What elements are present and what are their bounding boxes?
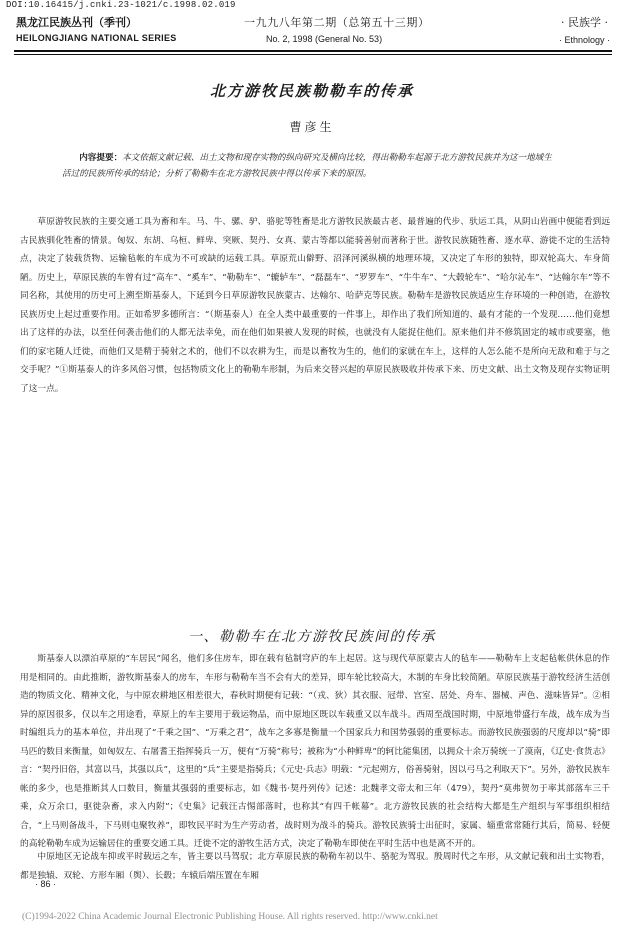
issue-en: No. 2, 1998 (General No. 53) xyxy=(266,34,383,44)
article-title: 北方游牧民族勒勒车的传承 xyxy=(209,82,414,100)
section-heading: 一、勒勒车在北方游牧民族间的传承 xyxy=(188,629,436,645)
section-en: · Ethnology · xyxy=(558,35,610,45)
issue-cn: 一九九八年第二期（总第五十三期） xyxy=(244,16,430,29)
intro-block xyxy=(20,213,610,398)
body-paragraph: 中原地区无论战车抑或平时载运之车，皆主要以马驾驭；北方草原民族的勒勒车初以牛、骆驼为驾驭。殷周时代之车形，从文献记载和出土实物看，都是独辕、双轮、方形车厢（舆）、长毂；车辕后端压置在车厢 xyxy=(20,852,610,881)
copyright-footer: (C)1994-2022 China Academic Journal Electronic Publishing House. All rights reserved. http://www.cnki.net xyxy=(22,912,438,922)
section-cn: · 民族学 · xyxy=(561,16,608,29)
running-header xyxy=(16,14,614,50)
journal-name-en: HEILONGJIANG NATIONAL SERIES xyxy=(16,33,177,43)
abstract xyxy=(62,150,556,182)
body-paragraph: 斯基泰人以漂泊草原的“车居民”闻名，他们多住房车，即在载有毡制穹庐的车上起居。这与现代草原蒙古人的毡车——勒勒车上支起毡帐供休息的作用是相同的。由此推断，游牧斯基泰人的房车，车形与勒勒车当不会有大的差异，即车轮比较高大，木制的车身比较简陋。草原民族基于游牧经济生活创造的物质文化、精神文化，与中原农耕地区相差很大，春秋时期便有记载：“（戎、狄）其衣服、冠带、宫室、居处、舟车、器械、声色、滋味皆异”。②相异的原因很多，仅以车之用途看，草原上的车主要用于载运物品，而中原地区既以车载重又以车战斗。西周至战国时期，中原地带盛行车战，战车成为当时编组兵力的基本单位，并出现了“千乘之国”、“万乘之君”，战车之多寡是衡量一个国家兵力和国势强弱的重要标志。而游牧民族强弱的尺度却以“骑”即马匹的数目来衡量，如匈奴左、右屠耆王指挥骑兵一万，便有“万骑”称号；被称为“小种鲜卑”的轲比能集团，以拥众十余万骑统一了漠南，《辽史·食货志》言：“契丹旧俗，其富以马，其强以兵”，这里的“兵”主要是指骑兵；《元史·兵志》明载：“元起朔方，俗善骑射，因以弓马之利取天下”。另外，游牧民族车帐的多少，也是推断其人口数目，衡量其强弱的重要标志，如《魏书·契丹列传》记述：北魏孝文帝太和三年（479），契丹“莫弗贺勿于率其部落车三千乘，众万余口，驱徙杂畜，求入内附”；《史集》记载汪古惕部落时，也称其“有四千帐幕”。北方游牧民族的社会结构大都是生产组织与军事组织相结合，“上马则备战斗，下马则屯聚牧养”，即牧民平时为生产劳动者，战时则为战斗的骑兵。游牧民族骑士出征时，家属、辎重常常随行其后，简易、轻便的高轮勒勒车成为运输居住的重要交通工具。迁徙不定的游牧生活方式，决定了勒勒车即使在平时生活中也是离不开的。 xyxy=(20,654,610,849)
doi-line: DOI:10.16415/j.cnki.23-1021/c.1998.02.019 xyxy=(6,0,236,10)
intro-paragraph: 草原游牧民族的主要交通工具为畜和车。马、牛、骡、驴、骆驼等牲畜是北方游牧民族最古老、最普遍的代步、驮运工具，从阴山岩画中便能看到远古民族驯化牲畜的情景。匈奴、东胡、乌桓、鲜卑、突厥、契丹、女真、蒙古等都以能骑善射而著称于世。游牧民族随牲畜、逐水草、游徙不定的生活特点，决定了装载货物、运输毡帐的车成为不可或缺的运载工具。草原荒山僻野、沼泽河溪纵横的地理环境，又决定了车形的独特，即双轮高大、车身简陋。历史上，草原民族的车曾有过“高车”、“奚车”、“勒勒车”、“辘轳车”、“磊磊车”、“罗罗车”、“牛牛车”、“大毂轮车”、“哈尔沁车”、“达翰尔车”等不同名称，其使用的历史可上溯至斯基泰人，下延到今日草原游牧民族蒙古、达翰尔、哈萨克等民族。勒勒车是游牧民族适应生存环境的一种创造，在游牧民族历史上起过重要作用。正如希罗多德所言：“（斯基泰人）在全人类中最重要的一件事上，却作出了我们所知道的、最有才能的一个发现……他们竟想出了这样的办法，以至任何袭击他们的人都无法幸免，而在他们如果被人发现的时候，也就没有人能捉住他们。原来他们并不修筑固定的城市或要塞，他们的家宅随人迁徙，而他们又是精于骑射之术的，他们不以农耕为生，而是以畜牧为生的，他们的家就在车上，这样的人怎么能不是所向无敌和难于与之交手呢？”①斯基泰人的许多风俗习惯，包括物质文化上的勒勒车形制，为后来交替兴起的草原民族吸收并传承下来、历史文献、出土文物及现存实物证明了这一点。 xyxy=(20,217,610,394)
author-name: 曹彦生 xyxy=(289,120,335,134)
section-block-continued xyxy=(20,848,610,885)
journal-name-cn: 黑龙江民族丛刊（季刊） xyxy=(16,16,137,29)
header-rule-thick xyxy=(14,50,612,52)
abstract-label: 内容提要： xyxy=(79,153,123,163)
page-number: · 86 · xyxy=(35,879,57,889)
section-block xyxy=(20,650,610,854)
header-rule-thin xyxy=(14,54,612,55)
abstract-text: 本文依据文献记载、出土文物和现存实物的纵向研究及横向比较，得出勒勒车起源于北方游牧民族并为这一地域生活过的民族所传承的结论；分析了勒勒车在北方游牧民族中得以传承下来的原因。 xyxy=(62,153,552,179)
